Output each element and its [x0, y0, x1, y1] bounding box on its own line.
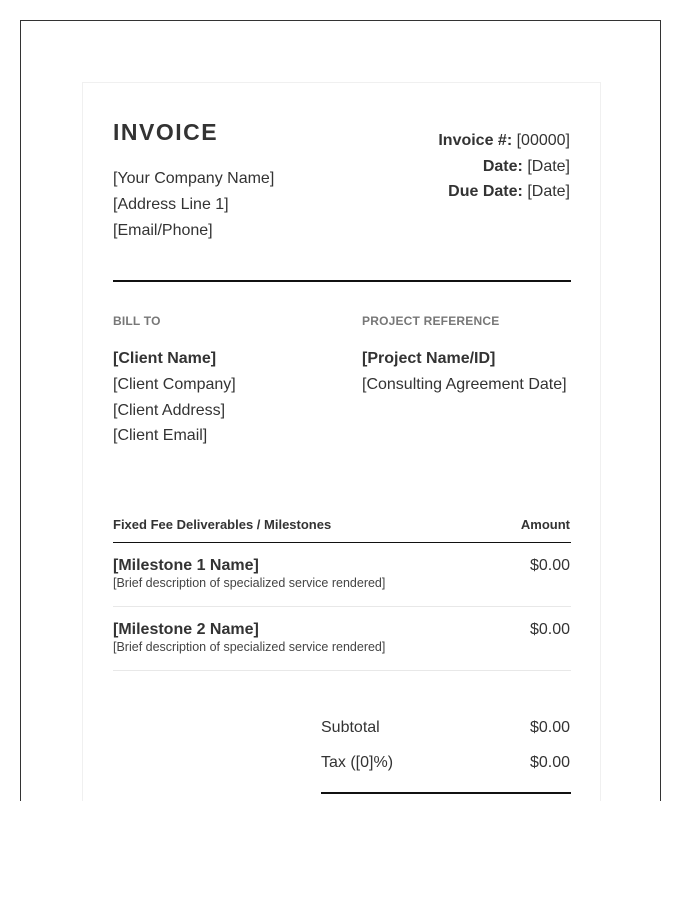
- tax-value: $0.00: [529, 754, 570, 771]
- milestone-1-amount: $0.00: [529, 557, 570, 574]
- column-header-deliverables: Fixed Fee Deliverables / Milestones: [113, 517, 332, 532]
- invoice-due-date-value: [Date]: [527, 183, 570, 200]
- client-company: [Client Company]: [113, 376, 236, 393]
- subtotal-value: $0.00: [529, 719, 570, 736]
- row-divider: [113, 670, 571, 671]
- milestone-2-description: [Brief description of specialized service rendered]: [113, 640, 386, 654]
- invoice-number: [438, 132, 570, 150]
- invoice-sheet: [82, 82, 601, 801]
- client-email: [Client Email]: [113, 427, 208, 444]
- project-name: [Project Name/ID]: [362, 350, 496, 367]
- company-address: [Address Line 1]: [113, 196, 229, 213]
- milestone-2-amount: $0.00: [529, 621, 570, 638]
- subtotal-label: Subtotal: [321, 719, 380, 736]
- invoice-number-label: Invoice #:: [438, 132, 513, 149]
- invoice-date-value: [Date]: [527, 158, 570, 175]
- header-divider: [113, 280, 571, 282]
- milestone-2-name: [Milestone 2 Name]: [113, 621, 259, 638]
- project-reference-label: PROJECT REFERENCE: [362, 314, 500, 328]
- invoice-due-date: [448, 183, 570, 201]
- column-header-amount: Amount: [520, 517, 570, 532]
- invoice-due-date-label: Due Date:: [448, 183, 523, 200]
- tax-label: Tax ([0]%): [321, 754, 394, 771]
- milestone-1-name: [Milestone 1 Name]: [113, 557, 259, 574]
- company-name: [Your Company Name]: [113, 170, 275, 187]
- client-name: [Client Name]: [113, 350, 217, 367]
- consulting-agreement-date: [Consulting Agreement Date]: [362, 376, 567, 393]
- bill-to-label: BILL TO: [113, 314, 161, 328]
- invoice-number-value: [00000]: [516, 132, 570, 149]
- milestone-1-description: [Brief description of specialized service rendered]: [113, 576, 386, 590]
- invoice-title: INVOICE: [113, 119, 219, 145]
- invoice-date-label: Date:: [482, 158, 523, 175]
- client-address: [Client Address]: [113, 402, 226, 419]
- row-divider: [113, 606, 571, 607]
- document-viewport: [20, 20, 661, 801]
- totals-divider: [321, 792, 571, 794]
- invoice-date: [483, 158, 570, 176]
- table-header-divider: [113, 542, 571, 543]
- company-contact: [Email/Phone]: [113, 222, 213, 239]
